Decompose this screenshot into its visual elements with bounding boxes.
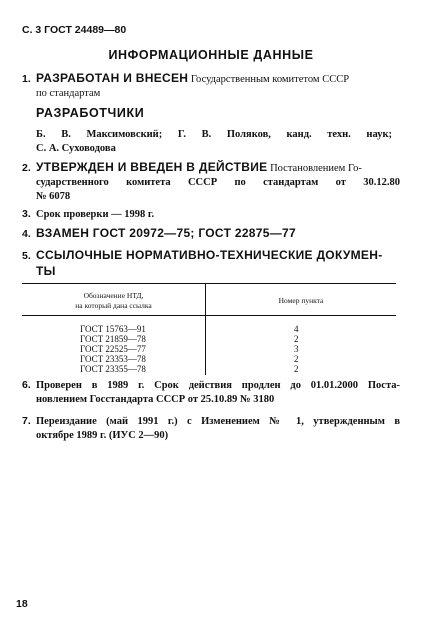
table-cell-point: 4 [294,324,299,334]
page-header: С. 3 ГОСТ 24489—80 [22,24,127,36]
table-cell-document: ГОСТ 21859—78 [80,334,146,344]
item-number: 3. [22,208,31,220]
item-text-continued: сударственного комитета СССР по стандартам от 30.12.80 [36,177,400,188]
item-developed [22,71,400,101]
item-text: Постановлением Го- [270,163,362,174]
item-checked [22,378,400,407]
item-number: 5. [22,250,31,262]
item-number: 1. [22,73,31,85]
item-text-continued: по стандартам [36,88,101,99]
item-text: Государственным комитетом СССР [190,74,350,85]
developers-title: РАЗРАБОТЧИКИ [36,106,145,120]
developers-line: Б. В. Максимовский; Г. В. Поляков, канд. техн. наук; [36,129,392,140]
item-heading-continued: ТЫ [36,264,56,278]
table-header-point: Номер пункта [278,296,324,305]
page-title: ИНФОРМАЦИОННЫЕ ДАННЫЕ [108,48,314,62]
table-cell-document: ГОСТ 15763—91 [80,324,146,334]
item-number: 4. [22,228,31,240]
table-row [80,364,190,375]
table-cell-point: 2 [294,354,299,364]
table-header-text: Обозначение НТД, [83,291,144,300]
page-number: 18 [16,598,28,610]
developers-line: С. А. Суховодова [36,143,116,154]
item-text: Срок проверки — 1998 г. [36,209,155,220]
item-text: ВЗАМЕН ГОСТ 20972—75; ГОСТ 22875—77 [36,226,296,240]
item-replaces [22,226,400,242]
table-cell-document: ГОСТ 22525—77 [80,344,146,354]
item-heading: УТВЕРЖДЕН И ВВЕДЕН В ДЕЙСТВИЕ [36,160,268,174]
item-text-continued: № 6078 [36,191,71,202]
table-cell-point: 3 [294,344,299,354]
reference-table [22,283,396,375]
item-text-continued: октябре 1989 г. (ИУС 2—90) [36,430,169,441]
table-header-rule [22,315,396,316]
table-cell-point: 2 [294,364,299,374]
table-top-rule [22,283,396,284]
item-text: Переиздание (май 1991 г.) с Изменением № 1, утвержденным в [36,416,400,427]
table-cell-document: ГОСТ 23355—78 [80,364,146,374]
item-references [22,248,400,280]
table-cell-document: ГОСТ 23353—78 [80,354,146,364]
item-heading: ССЫЛОЧНЫЕ НОРМАТИВНО-ТЕХНИЧЕСКИЕ ДОКУМЕН- [36,248,383,262]
table-header-text: на который дана ссылка [75,301,152,310]
item-number: 6. [22,379,31,391]
item-review-period [22,207,400,222]
item-heading: РАЗРАБОТАН И ВНЕСЕН [36,71,189,85]
item-reissue [22,414,400,443]
table-header-document [22,291,205,311]
item-number: 2. [22,162,31,174]
item-approved [22,160,400,204]
item-text: Проверен в 1989 г. Срок действия продлен до 01.01.2000 Поста- [36,380,400,391]
developers-list [36,128,392,156]
item-text-continued: новлением Госстандарта СССР от 25.10.89 № 3180 [36,394,275,405]
table-cell-point: 2 [294,334,299,344]
item-number: 7. [22,415,31,427]
